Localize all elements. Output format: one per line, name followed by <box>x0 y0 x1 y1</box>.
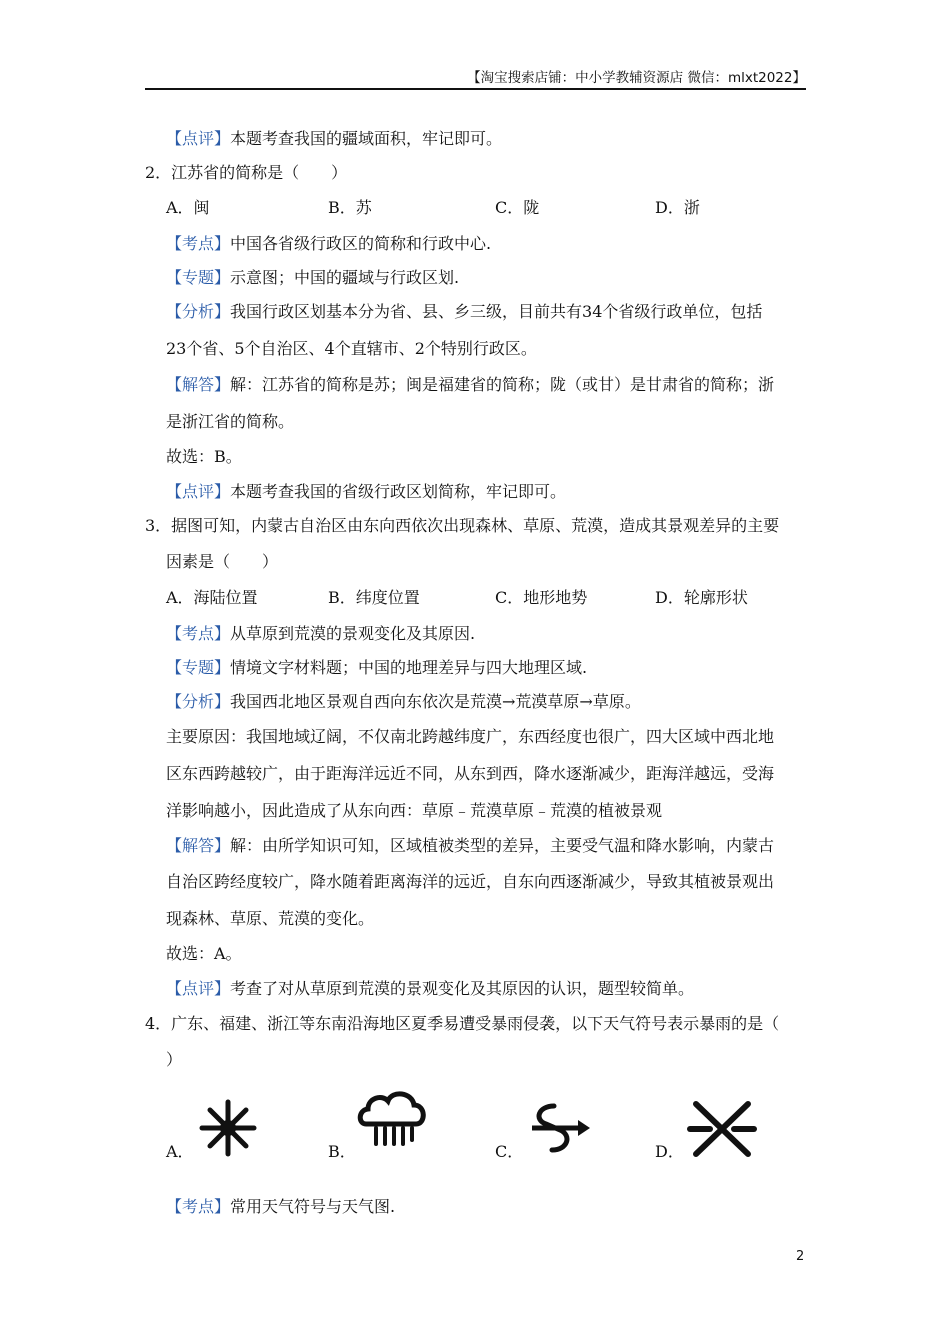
q3-choice-line: 故选：A。 <box>166 944 242 963</box>
q2-analysis-line-2: 23个省、5个自治区、4个直辖市、2个特别行政区。 <box>166 339 537 358</box>
q3-option-c: C．地形地势 <box>495 588 588 607</box>
rainstorm-cloud-icon <box>356 1088 428 1150</box>
q2-option-d: D．浙 <box>655 198 700 217</box>
snowflake-icon <box>686 1098 758 1160</box>
typhoon-icon <box>524 1100 594 1156</box>
q4-option-c: C． <box>495 1142 524 1161</box>
line-text: 本题考查我国的疆域面积，牢记即可。 <box>230 129 503 148</box>
q2-point-line: 【考点】中国各省级行政区的简称和行政中心. <box>166 234 492 253</box>
q4-point-line: 【考点】常用天气符号与天气图. <box>166 1197 396 1216</box>
header-text: 【淘宝搜索店铺：中小学教辅资源店 微信：mlxt2022】 <box>467 70 806 86</box>
q3-option-d: D．轮廓形状 <box>655 588 748 607</box>
q3-option-a: A．海陆位置 <box>166 588 258 607</box>
line-text: 2．江苏省的简称是（ ） <box>145 163 348 182</box>
q4-stem: 4．广东、福建、浙江等东南沿海地区夏季易遭受暴雨侵袭，以下天气符号表示暴雨的是（ <box>145 1014 780 1033</box>
q3-answer-line: 【解答】解：由所学知识可知，区域植被类型的差异，主要受气温和降水影响，内蒙古 <box>166 836 775 855</box>
q2-option-b: B．苏 <box>328 198 372 217</box>
q4-option-b: B． <box>328 1142 356 1161</box>
q3-stem: 3．据图可知，内蒙古自治区由东向西依次出现森林、草原、荒漠，造成其景观差异的主要 <box>145 516 780 535</box>
q2-answer-line: 【解答】解：江苏省的简称是苏；闽是福建省的简称；陇（或甘）是甘肃省的简称；浙 <box>166 375 775 394</box>
q4-option-a: A． <box>166 1142 194 1161</box>
q1-review-line <box>166 129 502 149</box>
q3-option-b: B．纬度位置 <box>328 588 420 607</box>
line-tag: 【点评】 <box>166 129 231 148</box>
q3-analysis-line-4: 洋影响越小，因此造成了从东向西：草原﹣荒漠草原﹣荒漠的植被景观 <box>166 801 663 820</box>
page-number: 2 <box>796 1249 805 1264</box>
q4-stem-2: ） <box>166 1050 183 1069</box>
q2-topic-line: 【专题】示意图；中国的疆域与行政区划. <box>166 268 460 287</box>
q3-review-line: 【点评】考查了对从草原到荒漠的景观变化及其原因的认识，题型较简单。 <box>166 979 695 998</box>
q3-stem-2: 因素是（ ） <box>166 552 279 571</box>
q2-choice-line: 故选：B。 <box>166 447 242 466</box>
q2-analysis-line: 【分析】我国行政区划基本分为省、县、乡三级，目前共有34个省级行政单位，包括 <box>166 302 763 321</box>
q2-answer-line-2: 是浙江省的简称。 <box>166 412 295 431</box>
q2-review-line: 【点评】本题考查我国的省级行政区划简称，牢记即可。 <box>166 482 567 501</box>
page-header <box>145 60 806 90</box>
q3-point-line: 【考点】从草原到荒漠的景观变化及其原因. <box>166 624 476 643</box>
sunny-snow-icon <box>196 1098 260 1158</box>
q3-analysis-line-2: 主要原因：我国地域辽阔，不仅南北跨越纬度广，东西经度也很广，四大区域中西北地 <box>166 727 775 746</box>
q3-analysis-line-3: 区东西跨越较广，由于距海洋远近不同，从东到西，降水逐渐减少，距海洋越远，受海 <box>166 764 775 783</box>
q2-option-c: C．陇 <box>495 198 540 217</box>
q2-option-a: A．闽 <box>166 198 210 217</box>
q3-analysis-line: 【分析】我国西北地区景观自西向东依次是荒漠→荒漠草原→草原。 <box>166 692 641 711</box>
q2-stem <box>145 163 347 183</box>
q4-option-d: D． <box>655 1142 684 1161</box>
q3-answer-line-2: 自治区跨经度较广，降水随着距离海洋的远近，自东向西逐渐减少，导致其植被景观出 <box>166 872 775 891</box>
q3-answer-line-3: 现森林、草原、荒漠的变化。 <box>166 909 375 928</box>
q3-topic-line: 【专题】情境文字材料题；中国的地理差异与四大地理区域. <box>166 658 588 677</box>
